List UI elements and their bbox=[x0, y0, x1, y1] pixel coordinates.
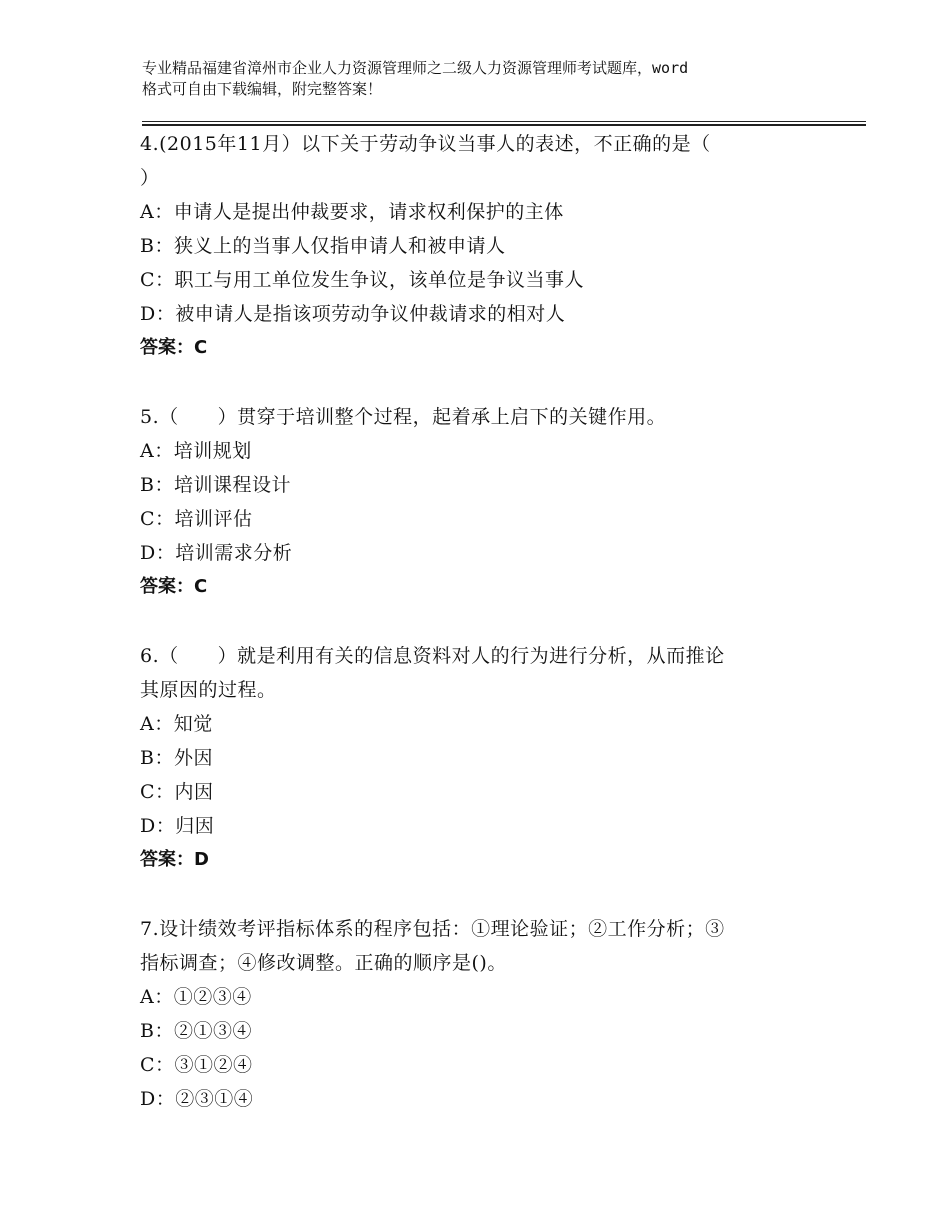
answer: 答案：C bbox=[140, 576, 208, 597]
option-c: C：职工与用工单位发生争议，该单位是争议当事人 bbox=[140, 269, 585, 291]
option-d: D：被申请人是指该项劳动争议仲裁请求的相对人 bbox=[140, 303, 566, 325]
option-b: B：外因 bbox=[140, 747, 213, 769]
option-c: C：培训评估 bbox=[140, 508, 253, 530]
option-d: D：②③①④ bbox=[140, 1088, 254, 1110]
option-c: C：③①②④ bbox=[140, 1054, 253, 1076]
document-header bbox=[142, 58, 842, 100]
option-a: A：申请人是提出仲裁要求，请求权利保护的主体 bbox=[140, 201, 564, 223]
header-line-1: 专业精品福建省漳州市企业人力资源管理师之二级人力资源管理师考试题库，word bbox=[142, 59, 689, 77]
option-b: B：培训课程设计 bbox=[140, 474, 291, 496]
question-stem: 7.设计绩效考评指标体系的程序包括：①理论验证；②工作分析；③ bbox=[140, 918, 725, 940]
option-d: D：归因 bbox=[140, 815, 215, 837]
option-c: C：内因 bbox=[140, 781, 214, 803]
answer: 答案：D bbox=[140, 849, 209, 870]
option-a: A：培训规划 bbox=[140, 440, 252, 462]
question-7 bbox=[140, 912, 820, 1116]
question-stem: 5.（ ）贯穿于培训整个过程，起着承上启下的关键作用。 bbox=[140, 406, 667, 428]
answer: 答案：C bbox=[140, 337, 208, 358]
header-line-2: 格式可自由下载编辑，附完整答案！ bbox=[142, 80, 383, 98]
question-5 bbox=[140, 400, 820, 604]
question-stem-continued: 其原因的过程。 bbox=[140, 679, 277, 701]
option-b: B：狭义上的当事人仅指申请人和被申请人 bbox=[140, 235, 506, 257]
question-6 bbox=[140, 639, 820, 877]
option-b: B：②①③④ bbox=[140, 1020, 252, 1042]
option-a: A：①②③④ bbox=[140, 986, 252, 1008]
header-divider-thin bbox=[142, 121, 866, 122]
question-stem: 6.（ ）就是利用有关的信息资料对人的行为进行分析，从而推论 bbox=[140, 645, 725, 667]
option-a: A：知觉 bbox=[140, 713, 213, 735]
question-4 bbox=[140, 127, 820, 365]
question-stem-continued: 指标调查；④修改调整。正确的顺序是()。 bbox=[140, 952, 507, 974]
question-stem-continued: ） bbox=[140, 167, 160, 189]
option-d: D：培训需求分析 bbox=[140, 542, 293, 564]
header-divider-thick bbox=[142, 124, 866, 126]
question-stem: 4.(2015年11月）以下关于劳动争议当事人的表述，不正确的是（ bbox=[140, 133, 711, 155]
